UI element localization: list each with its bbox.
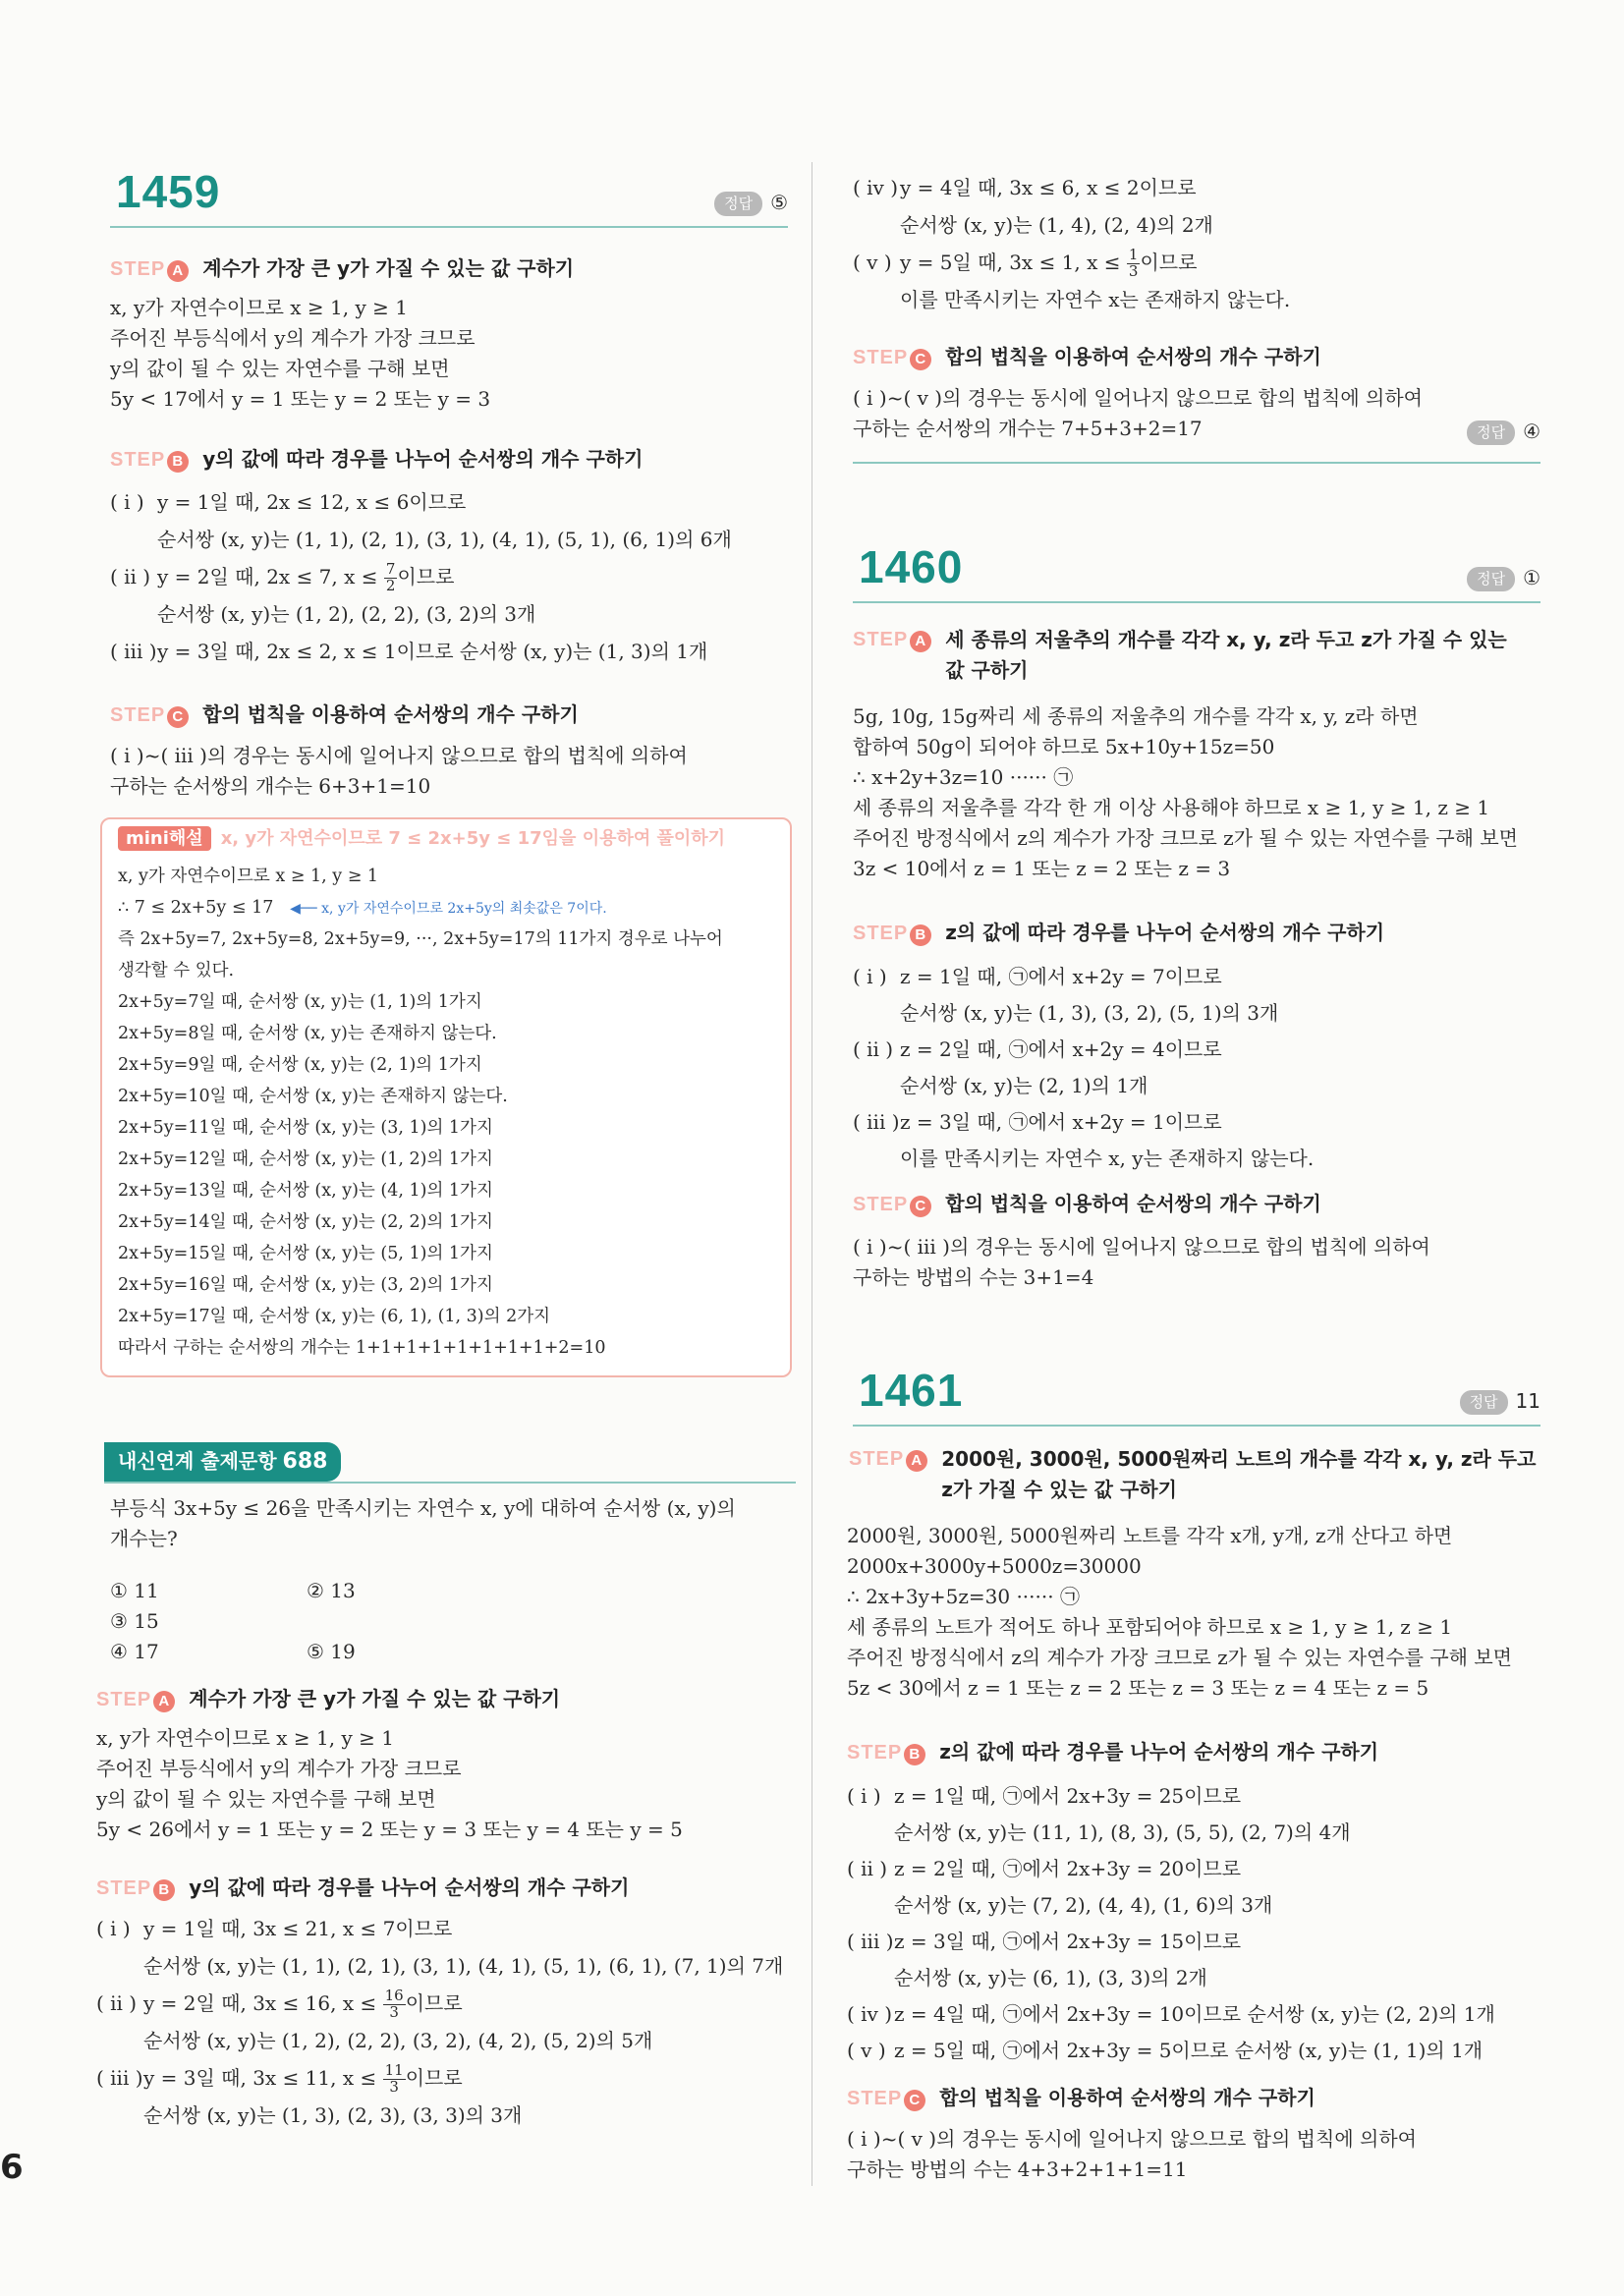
step-badge: C	[904, 2090, 925, 2111]
step-badge: A	[906, 1450, 927, 1472]
step-c-body	[847, 2124, 1540, 2185]
text-line: 2000x+3000y+5000z=30000	[847, 1554, 1142, 1578]
step-badge: A	[153, 1691, 175, 1712]
problem-number: 1460	[859, 541, 964, 592]
problem-number: 1461	[859, 1365, 964, 1416]
step-title: z의 값에 따라 경우를 나누어 순서쌍의 개수 구하기	[945, 921, 1385, 944]
mini-solution-header	[102, 819, 790, 859]
case-line: 2x+5y=14일 때, 순서쌍 (x, y)는 (2, 2)의 1가지	[118, 1212, 493, 1233]
fraction: $\frac{1}{3}$	[1128, 246, 1139, 280]
step-c-heading	[847, 2083, 1540, 2114]
step-c-body	[853, 1232, 1540, 1293]
case-result: 순서쌍 (x, y)는 (7, 2), (4, 4), (1, 6)의 3개	[894, 1893, 1273, 1917]
text-line: ∴ x+2y+3z=10 ······ ㉠	[853, 765, 1074, 789]
case-text: z = 2일 때, ㉠에서 x+2y = 4이므로	[900, 1037, 1222, 1061]
case-text: z = 4일 때, ㉠에서 2x+3y = 10이므로 순서쌍 (x, y)는 (2, 2)의 1개	[894, 2002, 1495, 2026]
step-b-body: ( i ) y = 1일 때, 2x ≤ 12, x ≤ 6이므로 순서쌍 (x, y)는 (1, 1), (2, 1), (3, 1), (4, 1), (5, 1), (6, 1)의 6개 ( ii ) y = 2일 때, 2x ≤ 7, x ≤ $\frac{7}{2}$ 이므로 순서쌍 (x, y)는 (1, 2), (2, 2), (3, 2)의 3개 ( iii )y = 3일 때, 2x ≤ 2, x ≤ 1이므로 순서쌍 (x, y)는 (1, 3)의 1개	[110, 483, 788, 670]
step-b-heading	[853, 918, 1540, 949]
step-a-body	[853, 701, 1540, 884]
fraction: $\frac{11}{3}$	[384, 2061, 404, 2096]
text-line: 즉 2x+5y=7, 2x+5y=8, 2x+5y=9, ···, 2x+5y=17의 11가지 경우로 나누어	[118, 928, 723, 949]
answer-tag: 정답	[1467, 420, 1515, 445]
answer-value: 11	[1515, 1389, 1540, 1413]
case-text: z = 3일 때, ㉠에서 2x+3y = 15이므로	[894, 1930, 1242, 1953]
case-result: 순서쌍 (x, y)는 (6, 1), (3, 3)의 2개	[894, 1966, 1207, 1989]
case-result: 이를 만족시키는 자연수 x, y는 존재하지 않는다.	[900, 1147, 1315, 1170]
text-line: ∴ 2x+3y+5z=30 ······ ㉠	[847, 1585, 1080, 1608]
continued-cases: ( iv )y = 4일 때, 3x ≤ 6, x ≤ 2이므로 순서쌍 (x, y)는 (1, 4), (2, 4)의 2개 ( v ) y = 5일 때, 3x ≤ 1, x ≤ $\frac{1}{3}$ 이므로 이를 만족시키는 자연수 x는 존재하지 않는다.	[853, 169, 1540, 318]
case-label: ( iv )	[853, 176, 899, 199]
answer-tag: 정답	[1467, 567, 1515, 591]
case-label: ( iv )	[847, 2002, 893, 2026]
case-text: z = 2일 때, ㉠에서 2x+3y = 20이므로	[894, 1857, 1242, 1880]
text-line: ( i )~( iii )의 경우는 동시에 일어나지 않으므로 합의 법칙에 의하여	[853, 1235, 1430, 1259]
case-label: ( v )	[847, 2039, 886, 2062]
answer-tag: 정답	[1460, 1390, 1508, 1415]
step-title: 합의 법칙을 이용하여 순서쌍의 개수 구하기	[202, 702, 579, 726]
choice[interactable]: ④ 17	[110, 1640, 159, 1663]
case-text: y = 1일 때, 3x ≤ 21, x ≤ 7이므로	[143, 1917, 453, 1940]
step-label: STEP C	[853, 1194, 931, 1215]
step-title: 값 구하기	[945, 658, 1029, 682]
step-badge: B	[153, 1879, 175, 1901]
step-b-body: ( i ) y = 1일 때, 3x ≤ 21, x ≤ 7이므로 순서쌍 (x, y)는 (1, 1), (2, 1), (3, 1), (4, 1), (5, 1), (6, 1), (7, 1)의 7개 ( ii ) y = 2일 때, 3x ≤ 16, x ≤ $\frac{16}{3}$ 이므로 순서쌍 (x, y)는 (1, 2), (2, 2), (3, 2), (4, 2), (5, 2)의 5개 ( iii )y = 3일 때, 3x ≤ 11, x ≤ $\frac{11}{3}$ 이므로 순서쌍 (x, y)는 (1, 3), (2, 3), (3, 3)의 3개	[96, 1910, 788, 2134]
step-a-heading	[849, 1444, 1540, 1505]
step-c-heading	[110, 700, 788, 731]
step-title: 세 종류의 저울추의 개수를 각각 x, y, z라 두고 z가 가질 수 있는	[945, 628, 1507, 651]
step-c-heading	[853, 1189, 1540, 1220]
case-result: 이를 만족시키는 자연수 x는 존재하지 않는다.	[900, 288, 1291, 311]
case-label: ( i )	[110, 490, 144, 514]
case-text: y = 4일 때, 3x ≤ 6, x ≤ 2이므로	[900, 176, 1197, 199]
step-label: STEP B	[853, 923, 931, 944]
fraction: $\frac{7}{2}$	[385, 560, 396, 594]
step-a-heading	[110, 253, 788, 285]
text-line: 세 종류의 저울추를 각각 한 개 이상 사용해야 하므로 x ≥ 1, y ≥ 1, z ≥ 1	[853, 796, 1490, 819]
case-line: 2x+5y=7일 때, 순서쌍 (x, y)는 (1, 1)의 1가지	[118, 991, 482, 1012]
case-result: 순서쌍 (x, y)는 (1, 1), (2, 1), (3, 1), (4, 1), (5, 1), (6, 1), (7, 1)의 7개	[143, 1954, 784, 1978]
mini-solution-body	[102, 859, 790, 1373]
answer-choices	[110, 1576, 660, 1667]
case-line: 2x+5y=11일 때, 순서쌍 (x, y)는 (3, 1)의 1가지	[118, 1118, 493, 1139]
case-label: ( i )	[853, 965, 887, 988]
step-a-body	[96, 1723, 788, 1845]
mini-title: x, y가 자연수이므로 7 ≤ 2x+5y ≤ 17임을 이용하여 풀이하기	[220, 828, 726, 849]
case-text: y = 3일 때, 3x ≤ 11, x ≤	[143, 2066, 377, 2090]
answer	[1467, 563, 1540, 593]
step-label: STEP C	[110, 704, 189, 726]
text-line: 5y < 17에서 y = 1 또는 y = 2 또는 y = 3	[110, 387, 491, 411]
case-label: ( i )	[96, 1917, 131, 1940]
case-result: 순서쌍 (x, y)는 (1, 3), (2, 3), (3, 3)의 3개	[143, 2103, 523, 2127]
case-line: 2x+5y=10일 때, 순서쌍 (x, y)는 존재하지 않는다.	[118, 1087, 508, 1106]
step-label: STEP A	[853, 629, 931, 650]
text-line: x, y가 자연수이므로 x ≥ 1, y ≥ 1	[110, 296, 408, 319]
connected-tag: 내신연계 출제문항 688	[104, 1442, 341, 1482]
case-text: z = 1일 때, ㉠에서 2x+3y = 25이므로	[894, 1784, 1242, 1808]
text-line: ( i )~( v )의 경우는 동시에 일어나지 않으므로 합의 법칙에 의하여	[853, 386, 1423, 410]
step-label: STEP B	[110, 449, 189, 471]
case-label: ( ii )	[96, 1991, 138, 2015]
case-line: 2x+5y=13일 때, 순서쌍 (x, y)는 (4, 1)의 1가지	[118, 1181, 493, 1202]
problem-number: 1459	[116, 166, 221, 217]
text-line: 세 종류의 노트가 적어도 하나 포함되어야 하므로 x ≥ 1, y ≥ 1, z ≥ 1	[847, 1615, 1453, 1639]
problem-1459-header	[110, 157, 788, 228]
answer	[714, 188, 788, 218]
step-label: STEP A	[849, 1448, 927, 1470]
step-title: 합의 법칙을 이용하여 순서쌍의 개수 구하기	[945, 1192, 1321, 1215]
case-text: y = 1일 때, 2x ≤ 12, x ≤ 6이므로	[157, 490, 467, 514]
text-line: 주어진 방정식에서 z의 계수가 가장 크므로 z가 될 수 있는 자연수를 구해 보면	[853, 826, 1518, 850]
answer-value: ①	[1523, 566, 1540, 589]
case-text: z = 5일 때, ㉠에서 2x+3y = 5이므로 순서쌍 (x, y)는 (1, 1)의 1개	[894, 2039, 1484, 2062]
text-line: 주어진 부등식에서 y의 계수가 가장 크므로	[110, 326, 476, 350]
step-badge: B	[904, 1744, 925, 1765]
step-badge: C	[910, 1196, 931, 1217]
case-result: 순서쌍 (x, y)는 (1, 2), (2, 2), (3, 2)의 3개	[157, 602, 536, 626]
step-title: z가 가질 수 있는 값 구하기	[941, 1478, 1177, 1501]
step-c-heading	[853, 342, 1540, 373]
step-b-heading	[847, 1737, 1540, 1768]
step-title: y의 값에 따라 경우를 나누어 순서쌍의 개수 구하기	[189, 1876, 630, 1899]
case-label: ( iii )	[96, 2066, 143, 2090]
answer-tag: 정답	[714, 192, 762, 216]
step-label: STEP C	[847, 2088, 925, 2109]
step-title: 합의 법칙을 이용하여 순서쌍의 개수 구하기	[945, 345, 1321, 368]
case-label: ( ii )	[847, 1857, 888, 1880]
case-line: 2x+5y=12일 때, 순서쌍 (x, y)는 (1, 2)의 1가지	[118, 1149, 493, 1170]
step-label: STEP B	[96, 1877, 175, 1899]
case-line: 2x+5y=16일 때, 순서쌍 (x, y)는 (3, 2)의 1가지	[118, 1275, 493, 1296]
step-c-body	[110, 741, 788, 802]
side-note: ◀── x, y가 자연수이므로 2x+5y의 최솟값은 7이다.	[290, 900, 607, 917]
step-a-heading	[853, 625, 1540, 686]
text-line: ( i )~( iii )의 경우는 동시에 일어나지 않으므로 합의 법칙에 의하여	[110, 744, 688, 767]
mini-tag: mini해설	[118, 826, 211, 851]
step-a-body	[847, 1521, 1540, 1704]
case-line: 2x+5y=9일 때, 순서쌍 (x, y)는 (2, 1)의 1가지	[118, 1054, 482, 1075]
text-line: 3z < 10에서 z = 1 또는 z = 2 또는 z = 3	[853, 857, 1231, 880]
case-result: 순서쌍 (x, y)는 (1, 3), (3, 2), (5, 1)의 3개	[900, 1001, 1279, 1025]
step-label: STEP A	[96, 1689, 175, 1710]
case-label: ( ii )	[853, 1037, 894, 1061]
text-line: y의 값이 될 수 있는 자연수를 구해 보면	[110, 357, 450, 380]
text-line: ∴ 7 ≤ 2x+5y ≤ 17	[118, 897, 274, 918]
step-b-heading	[110, 444, 788, 476]
case-line: 2x+5y=8일 때, 순서쌍 (x, y)는 존재하지 않는다.	[118, 1023, 497, 1043]
text-line: ( i )~( v )의 경우는 동시에 일어나지 않으므로 합의 법칙에 의하여	[847, 2127, 1417, 2151]
step-label: STEP A	[110, 258, 189, 280]
step-c-body	[853, 383, 1540, 444]
step-title: y의 값에 따라 경우를 나누어 순서쌍의 개수 구하기	[202, 447, 644, 471]
case-result: 순서쌍 (x, y)는 (11, 1), (8, 3), (5, 5), (2, 7)의 4개	[894, 1820, 1351, 1844]
choice[interactable]: ⑤ 19	[307, 1640, 356, 1663]
case-result: 순서쌍 (x, y)는 (2, 1)의 1개	[900, 1074, 1148, 1097]
step-title: 합의 법칙을 이용하여 순서쌍의 개수 구하기	[939, 2086, 1316, 2109]
step-a-heading	[96, 1684, 788, 1715]
connected-problem-header	[104, 1442, 796, 1484]
text-line: 구하는 방법의 수는 3+1=4	[853, 1265, 1094, 1289]
text-line: 구하는 순서쌍의 개수는 7+5+3+2=17	[853, 417, 1203, 440]
case-label: ( iii )	[110, 640, 157, 663]
text-line: x, y가 자연수이므로 x ≥ 1, y ≥ 1	[96, 1726, 394, 1750]
fraction: $\frac{16}{3}$	[384, 1987, 404, 2021]
text-line: 5g, 10g, 15g짜리 세 종류의 저울추의 개수를 각각 x, y, z라 하면	[853, 704, 1419, 728]
step-badge: A	[910, 631, 931, 652]
step-badge: B	[167, 451, 189, 473]
case-line: 2x+5y=17일 때, 순서쌍 (x, y)는 (6, 1), (1, 3)의 2가지	[118, 1307, 551, 1327]
connected-question	[110, 1493, 788, 1554]
step-badge: C	[910, 349, 931, 370]
text-line: 생각할 수 있다.	[118, 960, 235, 980]
text-line: 5z < 30에서 z = 1 또는 z = 2 또는 z = 3 또는 z = 4 또는 z = 5	[847, 1676, 1429, 1700]
case-line: 2x+5y=15일 때, 순서쌍 (x, y)는 (5, 1)의 1가지	[118, 1244, 493, 1264]
text-line: 5y < 26에서 y = 1 또는 y = 2 또는 y = 3 또는 y = 4 또는 y = 5	[96, 1818, 683, 1841]
text-line: 합하여 50g이 되어야 하므로 5x+10y+15z=50	[853, 735, 1275, 758]
answer-value: ④	[1523, 420, 1540, 443]
case-text: y = 2일 때, 2x ≤ 7, x ≤	[157, 565, 378, 588]
step-label: STEP B	[847, 1742, 925, 1764]
question-line: 부등식 3x+5y ≤ 26을 만족시키는 자연수 x, y에 대하여 순서쌍 (x, y)의	[110, 1496, 736, 1520]
text-line: 주어진 방정식에서 z의 계수가 가장 크므로 z가 될 수 있는 자연수를 구해 보면	[847, 1646, 1512, 1669]
case-label: ( iii )	[847, 1930, 894, 1953]
text-line: 2000원, 3000원, 5000원짜리 노트를 각각 x개, y개, z개 산다고 하면	[847, 1524, 1453, 1547]
case-result: 순서쌍 (x, y)는 (1, 1), (2, 1), (3, 1), (4, 1), (5, 1), (6, 1)의 6개	[157, 528, 732, 551]
case-label: ( i )	[847, 1784, 881, 1808]
answer-value: ⑤	[770, 191, 788, 214]
step-badge: C	[167, 706, 189, 728]
text-line: x, y가 자연수이므로 x ≥ 1, y ≥ 1	[118, 866, 379, 886]
text-line: 구하는 순서쌍의 개수는 6+3+1=10	[110, 774, 431, 798]
text-line: y의 값이 될 수 있는 자연수를 구해 보면	[96, 1787, 436, 1811]
step-label: STEP C	[853, 347, 931, 368]
page-number: 6	[0, 2148, 24, 2187]
step-b-body	[853, 959, 1540, 1177]
step-title: 계수가 가장 큰 y가 가질 수 있는 값 구하기	[189, 1687, 561, 1710]
mini-solution-box	[100, 817, 792, 1377]
problem-1460-header	[853, 532, 1540, 603]
question-line: 개수는?	[110, 1527, 178, 1550]
step-badge: B	[910, 924, 931, 946]
case-label: ( ii )	[110, 565, 151, 588]
choice[interactable]: ③ 15	[110, 1609, 159, 1633]
step-title: z의 값에 따라 경우를 나누어 순서쌍의 개수 구하기	[939, 1740, 1379, 1764]
answer	[1460, 1386, 1540, 1417]
step-a-body	[110, 293, 788, 415]
step-b-body	[847, 1778, 1540, 2069]
step-title: 계수가 가장 큰 y가 가질 수 있는 값 구하기	[202, 256, 575, 280]
case-text: y = 3일 때, 2x ≤ 2, x ≤ 1이므로 순서쌍 (x, y)는 (1, 3)의 1개	[157, 640, 708, 663]
case-result: 순서쌍 (x, y)는 (1, 2), (2, 2), (3, 2), (4, 2), (5, 2)의 5개	[143, 2029, 653, 2052]
case-text: z = 1일 때, ㉠에서 x+2y = 7이므로	[900, 965, 1222, 988]
text-line: 구하는 방법의 수는 4+3+2+1+1=11	[847, 2157, 1188, 2181]
problem-1461-header	[853, 1356, 1540, 1427]
case-label: ( iii )	[853, 1110, 900, 1134]
choice[interactable]: ① 11	[110, 1579, 159, 1602]
text-line: 주어진 부등식에서 y의 계수가 가장 크므로	[96, 1757, 462, 1780]
text-line: 따라서 구하는 순서쌍의 개수는 1+1+1+1+1+1+1+1+2=10	[118, 1338, 606, 1359]
case-label: ( v )	[853, 251, 892, 274]
step-badge: A	[167, 260, 189, 282]
choice[interactable]: ② 13	[307, 1579, 356, 1602]
step-b-heading	[96, 1873, 788, 1904]
case-text: y = 2일 때, 3x ≤ 16, x ≤	[143, 1991, 377, 2015]
case-result: 순서쌍 (x, y)는 (1, 4), (2, 4)의 2개	[900, 213, 1213, 237]
section-separator	[853, 462, 1540, 464]
case-text: y = 5일 때, 3x ≤ 1, x ≤	[900, 251, 1121, 274]
step-title: 2000원, 3000원, 5000원짜리 노트의 개수를 각각 x, y, z라 두고	[941, 1447, 1537, 1471]
case-text: z = 3일 때, ㉠에서 x+2y = 1이므로	[900, 1110, 1222, 1134]
